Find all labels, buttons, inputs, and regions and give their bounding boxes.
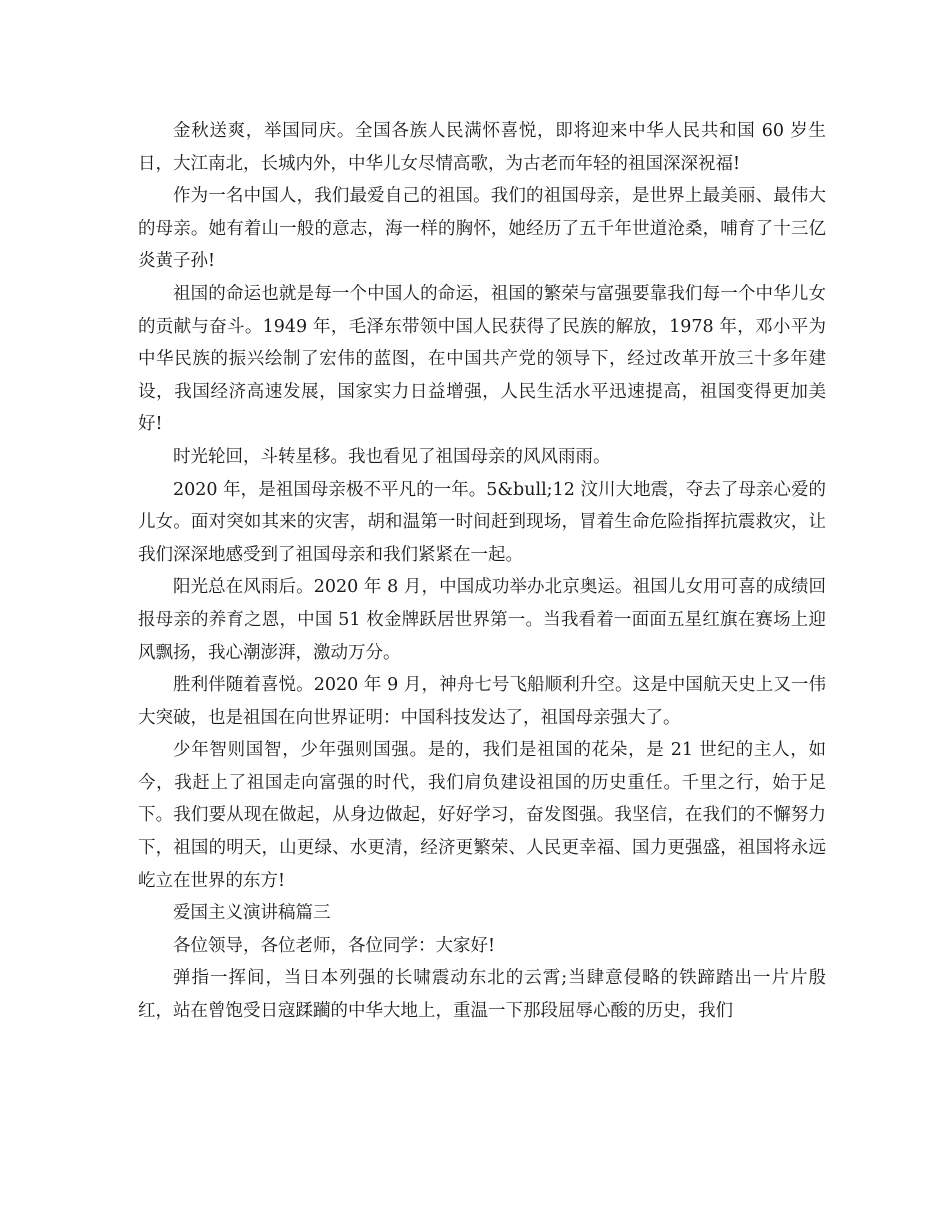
paragraph-time-passes: 时光轮回，斗转星移。我也看见了祖国母亲的风风雨雨。 <box>173 446 611 467</box>
paragraph-history: 弹指一挥间，当日本列强的长啸震动东北的云霄;当肆意侵略的铁蹄踏出一片片殷红，站在曾饱受日寇蹂躏的中华大地上，重温一下那段屈辱心酸的历史，我们 <box>138 968 826 1022</box>
paragraph-destiny: 祖国的命运也就是每一个中国人的命运，祖国的繁荣与富强要靠我们每一个中华儿女的贡献与奋斗。1949 年，毛泽东带领中国人民获得了民族的解放，1978 年，邓小平为中华民族的振兴绘制了宏伟的蓝图，在中国共产党的领导下，经过改革开放三十多年建设，我国经济高速发展，国家实力日益增强，人民生活水平迅速提高，祖国变得更加美好! <box>138 283 826 435</box>
paragraph-olympics: 阳光总在风雨后。2020 年 8 月，中国成功举办北京奥运。祖国儿女用可喜的成绩回报母亲的养育之恩，中国 51 枚金牌跃居世界第一。当我看着一面面五星红旗在赛场上迎风飘扬，我心潮澎湃，激动万分。 <box>138 577 826 663</box>
paragraph-earthquake: 2020 年，是祖国母亲极不平凡的一年。5&bull;12 汶川大地震，夺去了母亲心爱的儿女。面对突如其来的灾害，胡和温第一时间赶到现场，冒着生命危险指挥抗震救灾，让我们深深地感受到了祖国母亲和我们紧紧在一起。 <box>138 479 826 565</box>
document-body <box>138 115 826 1028</box>
paragraph-youth: 少年智则国智，少年强则国强。是的，我们是祖国的花朵，是 21 世纪的主人，如今，我赶上了祖国走向富强的时代，我们肩负建设祖国的历史重任。千里之行，始于足下。我们要从现在做起，从身边做起，好好学习，奋发图强。我坚信，在我们的不懈努力下，祖国的明天，山更绿、水更清，经济更繁荣、人民更幸福、国力更强盛，祖国将永远屹立在世界的东方! <box>138 740 826 891</box>
paragraph-intro: 金秋送爽，举国同庆。全国各族人民满怀喜悦，即将迎来中华人民共和国 60 岁生日，大江南北，长城内外，中华儿女尽情高歌，为古老而年轻的祖国深深祝福! <box>138 121 826 174</box>
section-heading: 爱国主义演讲稿篇三 <box>173 903 331 924</box>
paragraph-shenzhou: 胜利伴随着喜悦。2020 年 9 月，神舟七号飞船顺利升空。这是中国航天史上又一伟大突破，也是祖国在向世界证明：中国科技发达了，祖国母亲强大了。 <box>138 675 826 728</box>
paragraph-greeting: 各位领导，各位老师，各位同学：大家好! <box>173 935 496 956</box>
paragraph-love-motherland: 作为一名中国人，我们最爱自己的祖国。我们的祖国母亲，是世界上最美丽、最伟大的母亲。她有着山一般的意志，海一样的胸怀，她经历了五千年世道沧桑，哺育了十三亿炎黄子孙! <box>138 186 826 272</box>
